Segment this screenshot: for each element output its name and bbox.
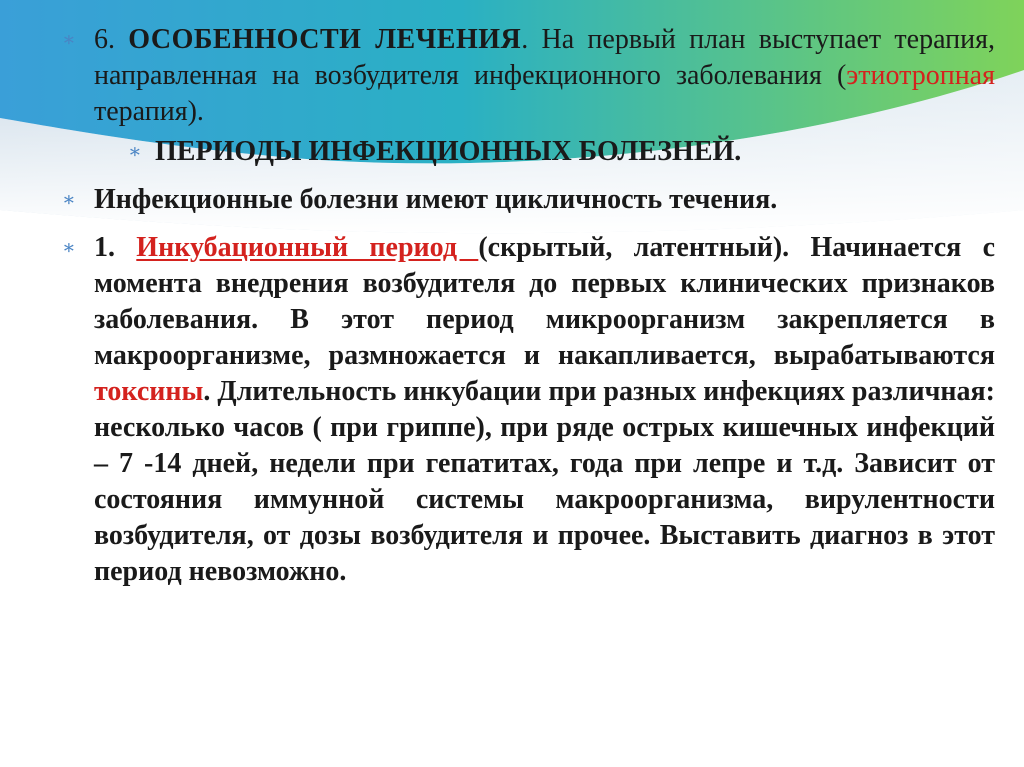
treatment-heading: ОСОБЕННОСТИ ЛЕЧЕНИЯ bbox=[128, 24, 522, 55]
paragraph-cyclicity bbox=[60, 182, 995, 218]
incubation-text-a: (скрытый, латентный). Начинается с момента внедрения возбудителя до первых клинических признаков заболевания. В этот период микроорганизм закрепляется в макроорганизме, размножается и накапливается, вырабатываются bbox=[94, 232, 995, 371]
etiotropic-highlight: этиотропная bbox=[846, 60, 995, 91]
paragraph-number: 6. bbox=[94, 24, 129, 55]
cyclicity-text: Инфекционные болезни имеют цикличность течения. bbox=[94, 184, 778, 215]
periods-heading bbox=[60, 134, 995, 170]
paragraph-treatment bbox=[60, 22, 995, 130]
bullet-icon: ∗ bbox=[62, 237, 76, 259]
bullet-icon: ∗ bbox=[62, 29, 76, 51]
bullet-icon: ∗ bbox=[62, 189, 76, 211]
incubation-text-b: . Длительность инкубации при разных инфекциях различная: несколько часов ( при гриппе), при ряде острых кишечных инфекций – 7 -14 дней, недели при гепатитах, года при лепре и т.д. Зависит от состояния иммунной системы макроорганизма, вирулентности возбудителя, от дозы возбудителя и прочее. Выставить диагноз в этот период невозможно. bbox=[94, 376, 995, 587]
paragraph-number: 1. bbox=[94, 232, 137, 263]
incubation-term: Инкубационный период bbox=[136, 232, 479, 263]
treatment-text-a: . На первый план выступает терапия, направленная на возбудителя инфекционного заболевания ( bbox=[94, 24, 995, 91]
periods-heading-text: ПЕРИОДЫ ИНФЕКЦИОННЫХ БОЛЕЗНЕЙ. bbox=[155, 136, 742, 167]
treatment-text-b: терапия). bbox=[94, 96, 204, 127]
toxins-highlight: токсины bbox=[94, 376, 204, 407]
slide-content bbox=[60, 22, 995, 602]
paragraph-incubation bbox=[60, 230, 995, 590]
bullet-icon: ∗ bbox=[128, 141, 142, 163]
